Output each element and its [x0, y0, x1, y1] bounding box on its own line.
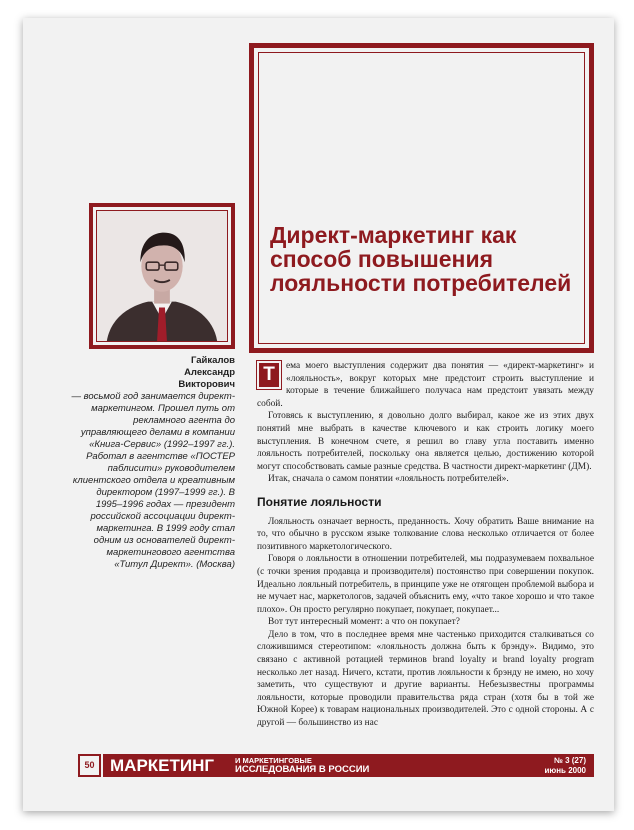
article-body [257, 360, 594, 730]
author-surname: Гайкалов [191, 355, 235, 366]
page-number: 50 [78, 754, 101, 777]
section-heading: Понятие лояльности [257, 494, 382, 509]
author-bio: — восьмой год занимается директ-маркетингом. Прошел путь от рекламного агента до управляющего делами в компании «Книга-Сервис» (1992–1997 гг.). Работал в агентстве «ПОСТЕР паблисити» руководителем клиентского отдела и креативным директором (1997–1999 гг.). В 1995–1996 годах — президент российской ассоциации директ-маркетинга. В 1999 году стал одним из основателей директ-маркетингового агентства «Титул Директ». (Москва) [71, 391, 235, 570]
paragraph: Лояльность означает верность, преданность. Хочу обратить Ваше внимание на то, что обычно в русском языке толкование слова несколько отличается от более позитивного маркетологического. [257, 516, 594, 552]
portrait-image [97, 211, 227, 341]
title-frame-inner [258, 52, 585, 344]
magazine-subtitle-line2: ИССЛЕДОВАНИЯ В РОССИИ [235, 764, 370, 775]
page-footer [78, 754, 594, 777]
magazine-subtitle-line1: И МАРКЕТИНГОВЫЕ [235, 756, 312, 765]
issue-number: № 3 (27) [553, 756, 586, 765]
title-frame [249, 43, 594, 353]
magazine-name: МАРКЕТИНГ [110, 756, 215, 775]
article-title: Директ-маркетинг как способ повышения лояльности потребителей [270, 222, 572, 296]
paragraph: Итак, сначала о самом понятии «лояльность потребителей». [268, 474, 509, 485]
issue-info [544, 756, 586, 775]
author-first-name: Александр [184, 367, 235, 378]
magazine-page [23, 18, 614, 811]
magazine-subtitle [235, 756, 369, 774]
paragraph: Вот тут интересный момент: а что он покупает? [268, 617, 460, 628]
author-info [71, 355, 235, 571]
author-photo-frame [89, 203, 235, 349]
paragraph: Дело в том, что в последнее время мне частенько приходится сталкиваться со сложившимся стереотипом: «лояльность должна быть к брэнду». Видимо, это связано с активной ротацией терминов brand loyalty и brand loyalty program несколько лет назад. Ничего, кстати, против лояльности к брэнду не имею, но хочу заметить, что существуют и другие варианты. Небезызвестны программы лояльности, которые проводили правительства ряда стран (хотя бы в той же Южной Корее) к товарам национальных производителей. Это с одной стороны. А с другой — большинство из нас [257, 629, 594, 729]
paragraph: Готовясь к выступлению, я довольно долго выбирал, какое же из этих двух понятий мне выбрать в качестве ключевого и как строить логику моего выступления. В конечном счете, я решил во главу угла поставить именно лояльность потребителей, поскольку она является целью, достижению которой могут способствовать самые разные средства. В частности директ-маркетинг (ДМ). [257, 411, 594, 472]
paragraph: ема моего выступления содержит два понятия — «директ-маркетинг» и «лояльность», вокруг которых мне предстоит строить выступление и которые в течение ближайшего получаса нам предстоит увязать между собой. [257, 361, 594, 409]
paragraph: Говоря о лояльности в отношении потребителей, мы подразумеваем похвальное (с точки зрения продавца и производителя) постоянство при совершении покупок. Идеально лояльный потребитель, в принципе уже не отягощен проблемой выбора и не мучает нас, маркетологов, задачей объяснить ему, «что такое хорошо и что такое плохо». Он просто регулярно покупает, покупает, покупает... [257, 554, 594, 615]
drop-cap: Т [257, 361, 281, 389]
author-photo [96, 210, 228, 342]
issue-date: июнь 2000 [544, 765, 586, 775]
author-patronymic: Викторович [178, 379, 235, 390]
